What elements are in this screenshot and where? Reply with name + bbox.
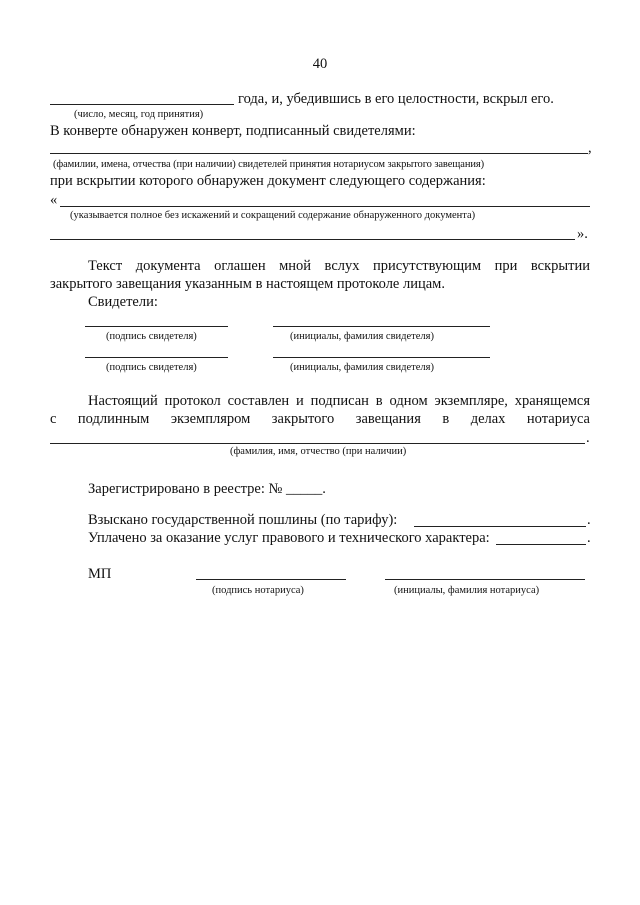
quote-open: « xyxy=(50,192,58,208)
witness-2-signature-caption: (подпись свидетеля) xyxy=(106,362,197,373)
services-line: Уплачено за оказание услуг правового и технического характера: xyxy=(88,530,490,546)
notary-signature-caption: (подпись нотариуса) xyxy=(212,585,304,596)
witnesses-comma: , xyxy=(588,140,592,156)
witness-2-name-line xyxy=(273,357,490,358)
notary-name-caption: (фамилия, имя, отчество (при наличии) xyxy=(230,446,407,457)
witness-1-signature-caption: (подпись свидетеля) xyxy=(106,331,197,342)
quote-close: ». xyxy=(577,226,588,242)
envelope-line: В конверте обнаружен конверт, подписанный свидетелями: xyxy=(50,123,416,139)
services-period: . xyxy=(587,530,591,546)
witnesses-field-line xyxy=(50,153,588,154)
notary-name-field-line xyxy=(50,443,585,444)
fee-field-line xyxy=(414,526,586,527)
protocol-paragraph-line2: с подлинным экземпляром закрытого завещания в делах нотариуса xyxy=(50,411,590,427)
announce-paragraph-line1: Текст документа оглашен мной вслух присутствующим при вскрытии xyxy=(88,258,590,274)
witness-1-name-line xyxy=(273,326,490,327)
date-caption: (число, месяц, год принятия) xyxy=(74,109,204,120)
date-field-line xyxy=(50,104,234,105)
date-line-text: года, и, убедившись в его целостности, вскрыл его. xyxy=(238,91,554,107)
protocol-end-period: . xyxy=(586,430,590,446)
fee-line: Взыскано государственной пошлины (по тарифу): xyxy=(88,512,398,528)
document-content-line-2 xyxy=(50,239,575,240)
seal-label: МП xyxy=(88,566,112,582)
fee-period: . xyxy=(587,512,591,528)
witness-2-name-caption: (инициалы, фамилия свидетеля) xyxy=(290,362,434,373)
page-number: 40 xyxy=(312,56,328,72)
announce-paragraph-line2: закрытого завещания указанным в настоящем протоколе лицам. xyxy=(50,276,445,292)
opening-line: при вскрытии которого обнаружен документ следующего содержания: xyxy=(50,173,486,189)
document-content-line-1 xyxy=(60,206,590,207)
witness-2-signature-line xyxy=(85,357,228,358)
witness-1-name-caption: (инициалы, фамилия свидетеля) xyxy=(290,331,434,342)
registry-line: Зарегистрировано в реестре: № _____. xyxy=(88,481,326,497)
notary-initials-line xyxy=(385,579,585,580)
notary-signature-line xyxy=(196,579,346,580)
witness-1-signature-line xyxy=(85,326,228,327)
witnesses-caption: (фамилии, имена, отчества (при наличии) свидетелей принятия нотариусом закрытого завещания) xyxy=(53,159,484,170)
notary-initials-caption: (инициалы, фамилия нотариуса) xyxy=(394,585,540,596)
services-field-line xyxy=(496,544,586,545)
witnesses-label: Свидетели: xyxy=(88,294,158,310)
content-caption: (указывается полное без искажений и сокращений содержание обнаруженного документа) xyxy=(70,210,476,221)
protocol-paragraph-line1: Настоящий протокол составлен и подписан в одном экземпляре, хранящемся xyxy=(88,393,590,409)
